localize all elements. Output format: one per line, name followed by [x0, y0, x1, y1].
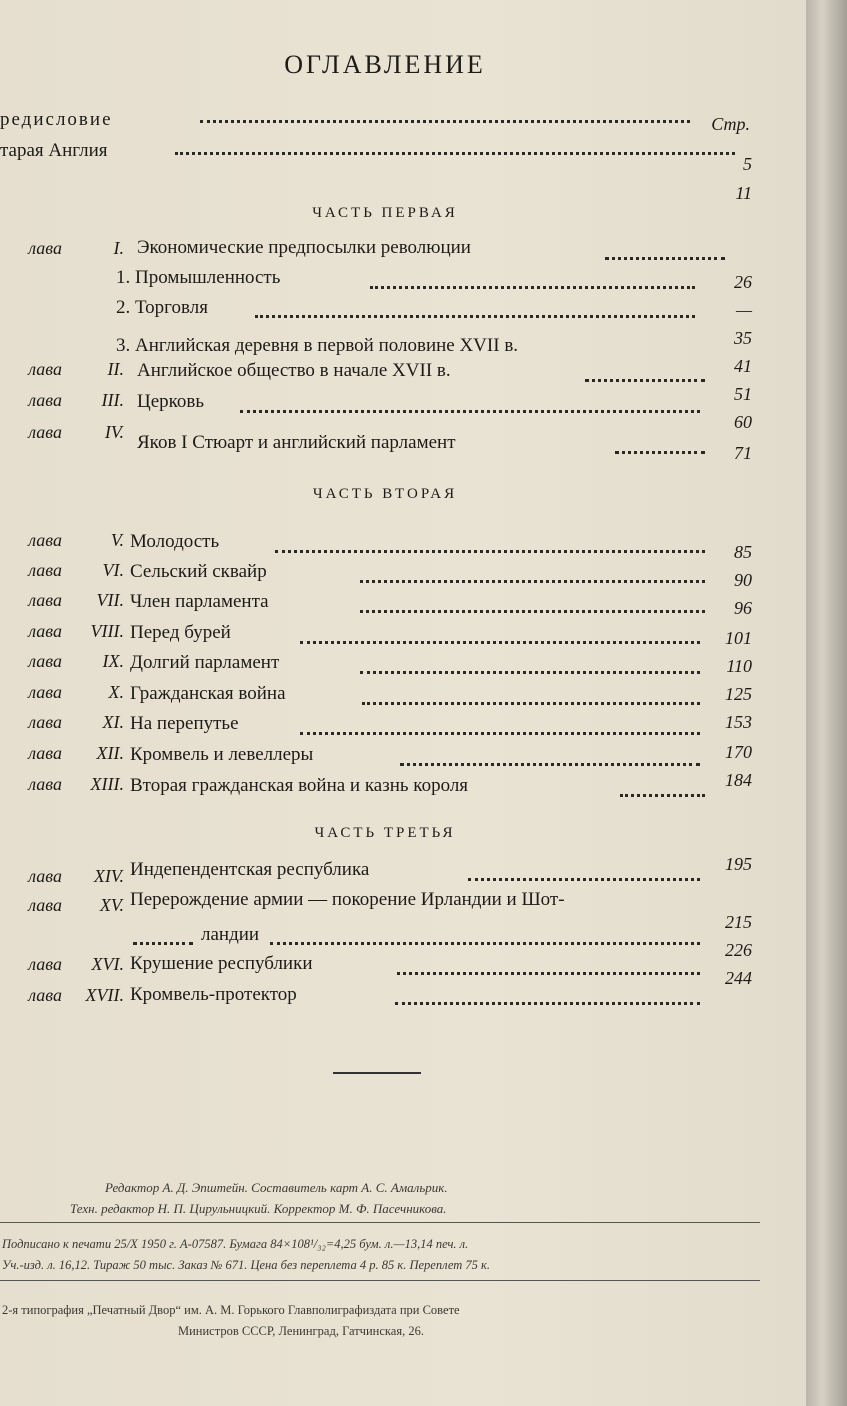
chapter-label: лава: [28, 238, 62, 258]
leader-dots: [360, 608, 705, 613]
chapter-title: Перед бурей: [130, 622, 231, 643]
divider-rule: [333, 1072, 421, 1074]
chapter-label: лава: [28, 530, 62, 550]
leader-dots: [468, 876, 700, 881]
chapter-title: Церковь: [137, 391, 205, 412]
chapter-label: лава: [28, 774, 62, 794]
page-number: 125: [725, 684, 752, 704]
chapter-title: Член парламента: [130, 591, 269, 612]
chapter-title: Кромвель-протектор: [130, 984, 297, 1005]
chapter-label: лава: [28, 895, 62, 915]
chapter-label: лава: [28, 390, 62, 410]
leader-dots: [615, 449, 705, 454]
leader-dots: [605, 255, 725, 260]
chapter-title: Гражданская война: [130, 683, 286, 704]
toc-old-england: тарая Англия: [0, 140, 108, 161]
leader-dots: [362, 700, 700, 705]
chapter-title: На перепутье: [130, 713, 239, 734]
leader-dots: [360, 669, 700, 674]
chapter-number: XV.: [99, 895, 124, 915]
part-heading: ЧАСТЬ ВТОРАЯ: [312, 486, 458, 502]
chapter-number: XII.: [96, 743, 124, 763]
page-number: 110: [726, 656, 752, 676]
chapter-label: лава: [28, 560, 62, 580]
chapter-title: Экономические предпосылки революции: [137, 237, 471, 258]
page-number: —: [735, 300, 752, 320]
chapter-label: лава: [28, 621, 62, 641]
chapter-label: лава: [28, 651, 62, 671]
part-heading: ЧАСТЬ ПЕРВАЯ: [312, 205, 458, 221]
chapter-number: XVII.: [85, 985, 124, 1005]
imprint-edition-data: Уч.-изд. л. 16,12. Тираж 50 тыс. Заказ № 671. Цена без переплета 4 р. 85 к. Переплет 75 к.: [2, 1258, 490, 1272]
page-number: 226: [725, 940, 752, 960]
leader-dots: [370, 284, 695, 289]
page-title: ОГЛАВЛЕНИЕ: [284, 50, 486, 79]
chapter-number: XIV.: [93, 866, 124, 886]
chapter-label: лава: [28, 359, 62, 379]
leader-dots: [620, 792, 705, 797]
page-number: 26: [734, 272, 752, 292]
chapter-number: XIII.: [90, 774, 124, 794]
chapter-number: VIII.: [90, 621, 124, 641]
chapter-label: лава: [28, 985, 62, 1005]
imprint-rule: [0, 1280, 760, 1281]
page-number: 51: [734, 384, 752, 404]
chapter-number: XI.: [102, 712, 124, 732]
chapter-number: IV.: [104, 422, 124, 442]
page-number: 170: [725, 742, 752, 762]
chapter-number: XVI.: [91, 954, 124, 974]
imprint-tech-editor: Техн. редактор Н. П. Цирульницкий. Корректор М. Ф. Пасечникова.: [70, 1201, 447, 1216]
leader-dots: [585, 377, 705, 382]
chapter-number: VI.: [102, 560, 124, 580]
chapter-title: Кромвель и левеллеры: [130, 744, 314, 765]
chapter-label: лава: [28, 590, 62, 610]
page-number: 5: [743, 154, 752, 174]
chapter-number: IX.: [102, 651, 124, 671]
chapter-title: Индепендентская республика: [130, 859, 370, 880]
page-number: 244: [725, 968, 752, 988]
page-number: 195: [725, 854, 752, 874]
imprint-rule: [0, 1222, 760, 1223]
leader-dots: [255, 313, 695, 318]
chapter-number: III.: [101, 390, 124, 410]
chapter-label: лава: [28, 712, 62, 732]
leader-dots: [275, 548, 705, 553]
page-edge: [806, 0, 847, 1406]
chapter-label: лава: [28, 954, 62, 974]
chapter-title: Крушение республики: [130, 953, 313, 974]
leader-dots: [270, 940, 700, 945]
chapter-title: Вторая гражданская война и казнь короля: [130, 775, 469, 796]
page-number: 101: [725, 628, 752, 648]
leader-dots: [240, 408, 700, 413]
part-heading: ЧАСТЬ ТРЕТЬЯ: [314, 825, 456, 841]
chapter-label: лава: [28, 422, 62, 442]
chapter-label: лава: [28, 866, 62, 886]
toc-preface: редисловие: [0, 109, 113, 130]
leader-dots: [200, 118, 690, 123]
chapter-label: лава: [28, 743, 62, 763]
page-number: 90: [734, 570, 752, 590]
leader-dots: [397, 970, 700, 975]
leader-dots: [300, 730, 700, 735]
chapter-label: лава: [28, 682, 62, 702]
chapter-title: Яков I Стюарт и английский парламент: [137, 432, 456, 453]
page-number: 96: [734, 598, 752, 618]
section-title: 3. Английская деревня в первой половине XVII в.: [116, 335, 519, 356]
section-title: 1. Промышленность: [116, 267, 281, 288]
leader-dots: [133, 940, 193, 945]
chapter-title: Перерождение армии — покорение Ирландии и Шот-: [130, 889, 565, 910]
chapter-number: X.: [108, 682, 124, 702]
page-number: 184: [725, 770, 752, 790]
chapter-number: I.: [113, 238, 124, 258]
section-title: 2. Торговля: [116, 297, 208, 318]
chapter-title: Английское общество в начале XVII в.: [137, 360, 451, 381]
page-number: 35: [734, 328, 752, 348]
leader-dots: [400, 761, 700, 766]
imprint-editors: Редактор А. Д. Эпштейн. Составитель карт А. С. Амальрик.: [105, 1180, 448, 1195]
imprint-print-data: Подписано к печати 25/X 1950 г. А-07587. Бумага 84×108¹/₃₂=4,25 бум. л.—13,14 печ. л.: [2, 1237, 469, 1251]
imprint-address: Министров СССР, Ленинград, Гатчинская, 26.: [178, 1324, 424, 1338]
leader-dots: [175, 150, 735, 155]
leader-dots: [395, 1000, 700, 1005]
chapter-title: Молодость: [130, 531, 220, 552]
chapter-title-continued: ландии: [201, 924, 260, 945]
chapter-number: V.: [110, 530, 124, 550]
imprint-printer: 2-я типография „Печатный Двор“ им. А. М. Горького Главполиграфиздата при Совете: [2, 1303, 460, 1317]
chapter-number: II.: [107, 359, 124, 379]
chapter-number: VII.: [96, 590, 124, 610]
leader-dots: [300, 639, 700, 644]
page-column-label: Стр.: [711, 114, 750, 134]
page-number: 85: [734, 542, 752, 562]
leader-dots: [360, 578, 705, 583]
page-number: 71: [734, 443, 752, 463]
page-number: 60: [734, 412, 752, 432]
page-number: 153: [725, 712, 752, 732]
chapter-title: Долгий парламент: [130, 652, 280, 673]
page-number: 41: [734, 356, 752, 376]
page-number: 11: [735, 183, 752, 203]
page-number: 215: [725, 912, 752, 932]
chapter-title: Сельский сквайр: [130, 561, 267, 582]
